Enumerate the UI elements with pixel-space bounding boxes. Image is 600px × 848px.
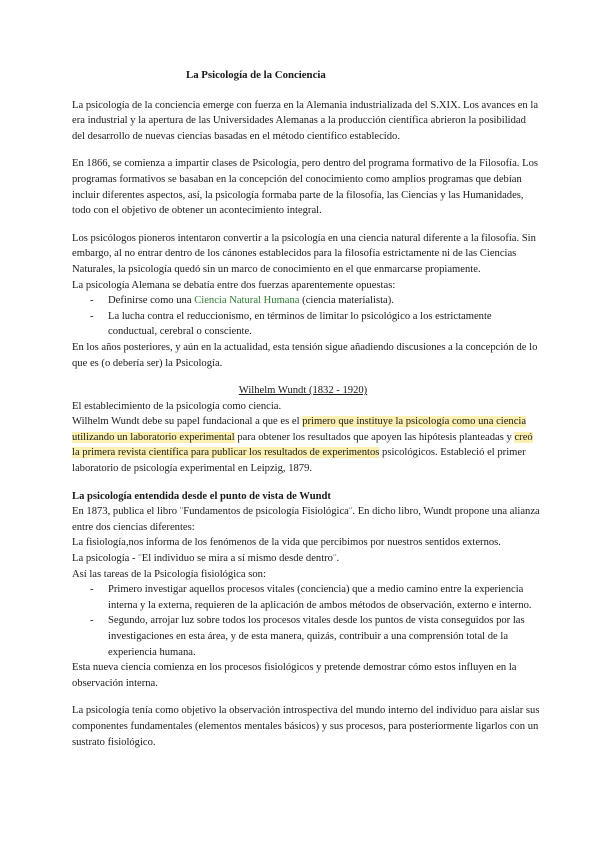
paragraph-establishment: El establecimiento de la psicología como ciencia. [72, 400, 282, 412]
highlighted-text: creó la primera revista científica para publicar los resultados de experimentos [72, 431, 533, 459]
wundt-heading: Wilhelm Wundt (1832 - 1920) [238, 385, 368, 397]
section-heading: La psicología entendida desde el punto de vista de Wundt [72, 490, 331, 502]
paragraph-objective: La psicología tenía como objetivo la observación introspectiva del mundo interno del individuo para aislar sus componentes fundamentales (elementos mentales básicos) y sus procesos, para posteriormente ligarlos con un sustrato fisiológico. [72, 705, 540, 748]
list-item: - Primero investigar aquellos procesos vitales (conciencia) que a medio camino entre la experiencia interna y la externa, requieren de la aplicación de ambos métodos de observación, externo e interno. [108, 582, 540, 613]
paragraph-physiology: La fisiología,nos informa de los fenómenos de la vida que percibimos por nuestros sentidos externos. [72, 537, 501, 549]
list-item: - Definirse como una Ciencia Natural Humana (ciencia materialista). [108, 293, 540, 309]
highlighted-text: primero que instituye la psicología como una ciencia utilizando un laboratorio experimental [72, 416, 527, 443]
tasks-list [72, 582, 540, 660]
paragraph-1873: En 1873, publica el libro ¨Fundamentos de psicología Fisiológica¨. En dicho libro, Wundt propone una alianza entre dos ciencias diferentes: [72, 506, 540, 533]
paragraph-intro: La psicología de la conciencia emerge con fuerza en la Alemania industrializada del S.XIX. Los avances en la era industrial y la apertura de las Universidades Alemanas a la producción científica abrieron la posibilidad del desarrollo de nuevas ciencias basadas en el método científico establecido. [72, 99, 539, 142]
paragraph-pioneers: Los psicólogos pioneros intentaron convertir a la psicología en una ciencia natural diferente a la filosofía. Sin embargo, al no entrar dentro de los cánones establecidos para la filosofía estrictamente ni de las Ciencias Naturales, la psicología quedó sin un marco de conocimiento en el que enmarcarse propiamente. [72, 232, 536, 275]
list-item: - Segundo, arrojar luz sobre todos los procesos vitales desde los puntos de vista conseguidos por las investigaciones en esta área, y de esta manera, quizás, contribuir a una comprensión total de la experiencia humana. [108, 613, 540, 660]
list-item: - La lucha contra el reduccionismo, en términos de limitar lo psicológico a los estrictamente conductual, cerebral o consciente. [108, 309, 540, 340]
forces-list [72, 293, 540, 340]
paragraph-psychology: La psicología - ¨El individuo se mira a sí mismo desde dentro¨. [72, 553, 340, 565]
paragraph-wundt-role: Wilhelm Wundt debe su papel fundacional a que es el primero que instituye la psicología como una ciencia utilizando un laboratorio experimental para obtener los resultados que apoyen las hipótesis planteadas y creó la primera revista científica para publicar los resultados de experimentos psicológicos. Estableció el primer laboratorio de psicología experimental en Leipzig, 1879. [72, 416, 533, 475]
paragraph-new-science: Esta nueva ciencia comienza en los procesos fisiológicos y pretende demostrar cómo estos influyen en la observación interna. [72, 662, 517, 689]
paragraph-tension: En los años posteriores, y aún en la actualidad, esta tensión sigue añadiendo discusiones a la concepción de lo que es (o debería ser) la Psicología. [72, 341, 538, 369]
paragraph-tasks: Así las tareas de la Psicología fisiológica son: [72, 568, 266, 580]
green-highlight-text: Ciencia Natural Humana [194, 295, 300, 307]
paragraph-forces: La psicología Alemana se debatía entre dos fuerzas aparentemente opuestas: [72, 279, 396, 291]
paragraph-1866: En 1866, se comienza a impartir clases de Psicología, pero dentro del programa formativo de la Filosofía. Los programas formativos se basaban en la concepción del conocimiento como amplios programas que debían incluir diferentes aspectos, así, la psicología formaba parte de la filosofía, las Ciencias y las Humanidades, todo con el objetivo de obtener un acontecimiento integral. [72, 158, 538, 217]
page-title: La Psicología de la Conciencia [186, 69, 326, 81]
